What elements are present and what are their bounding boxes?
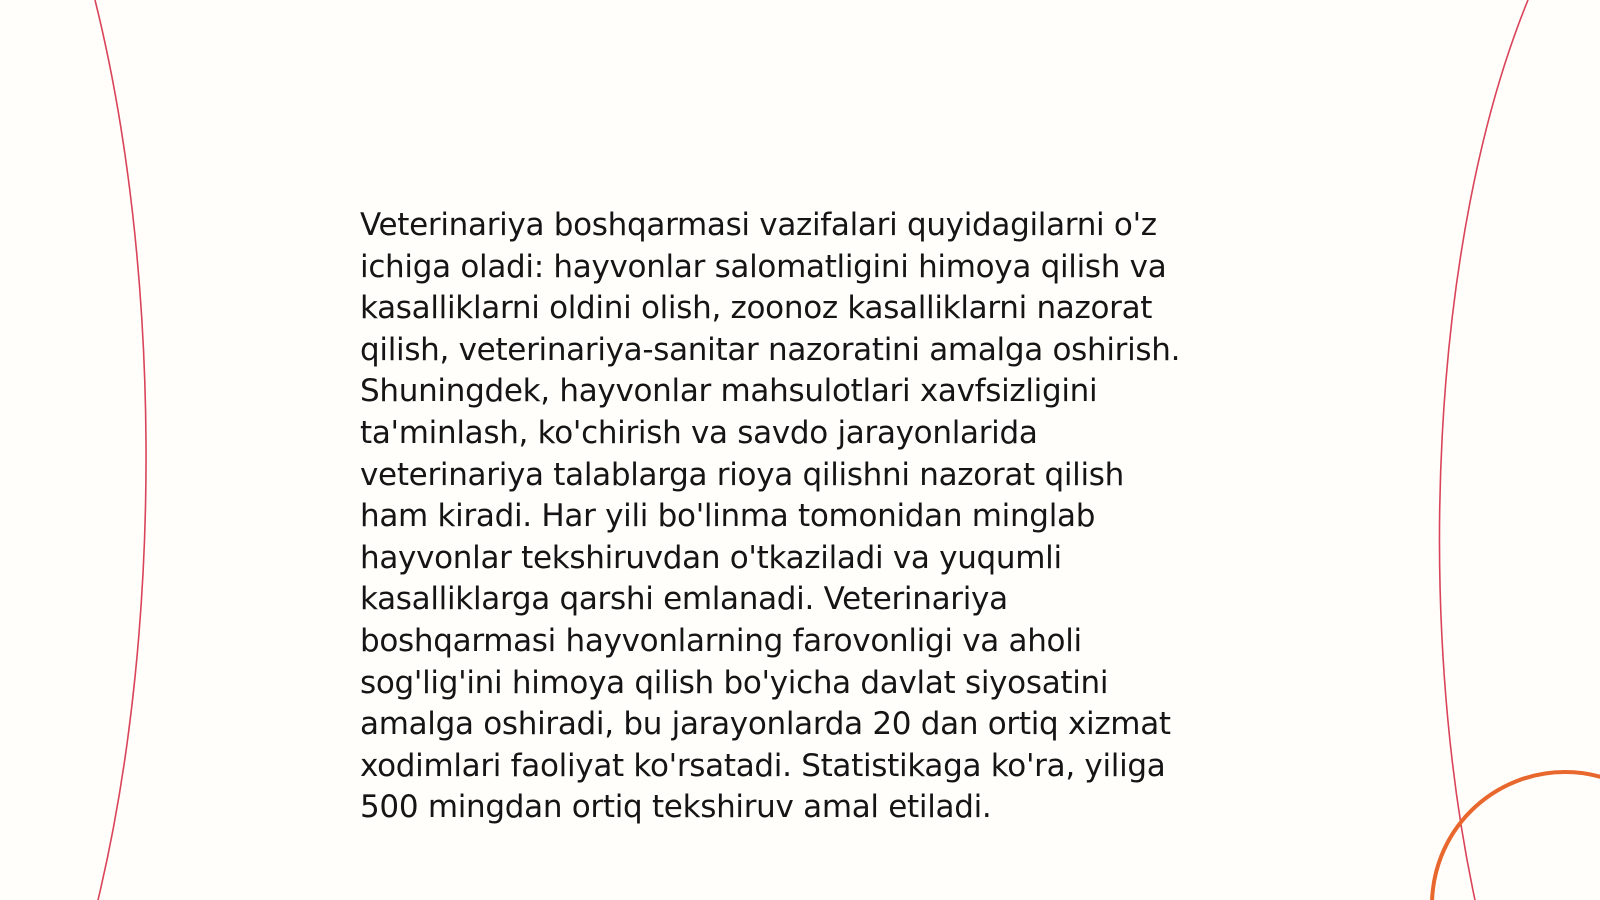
paragraph-line-12: sog'lig'ini himoya qilish bo'yicha davlat siyosatini	[360, 664, 1109, 701]
body-paragraph	[360, 205, 1260, 829]
paragraph-line-9: hayvonlar tekshiruvdan o'tkaziladi va yuqumli	[360, 539, 1062, 576]
paragraph-line-6: ta'minlash, ko'chirish va savdo jarayonlarida	[360, 414, 1038, 451]
right-curve-line	[1439, 0, 1528, 900]
paragraph-line-7: veterinariya talablarga rioya qilishni nazorat qilish	[360, 456, 1124, 493]
paragraph-line-1: Veterinariya boshqarmasi vazifalari quyidagilarni o'z	[360, 207, 1157, 243]
paragraph-line-13: amalga oshiradi, bu jarayonlarda 20 dan ortiq xizmat	[360, 706, 1171, 743]
paragraph-line-8: ham kiradi. Har yili bo'linma tomonidan minglab	[360, 498, 1096, 535]
paragraph-line-11: boshqarmasi hayvonlarning farovonligi va aholi	[360, 622, 1082, 659]
accent-circle-outline	[1432, 772, 1600, 900]
left-curve-line	[95, 0, 146, 900]
paragraph-line-14: xodimlari faoliyat ko'rsatadi. Statistikaga ko'ra, yiliga	[360, 747, 1166, 784]
paragraph-line-4: qilish, veterinariya-sanitar nazoratini amalga oshirish.	[360, 331, 1181, 368]
paragraph-line-3: kasalliklarni oldini olish, zoonoz kasalliklarni nazorat	[360, 290, 1153, 327]
paragraph-line-10: kasalliklarga qarshi emlanadi. Veterinariya	[360, 581, 1008, 618]
paragraph-line-2: ichiga oladi: hayvonlar salomatligini himoya qilish va	[360, 248, 1167, 285]
paragraph-line-5: Shuningdek, hayvonlar mahsulotlari xavfsizligini	[360, 373, 1098, 410]
paragraph-line-15: 500 mingdan ortiq tekshiruv amal etiladi.	[360, 789, 992, 826]
